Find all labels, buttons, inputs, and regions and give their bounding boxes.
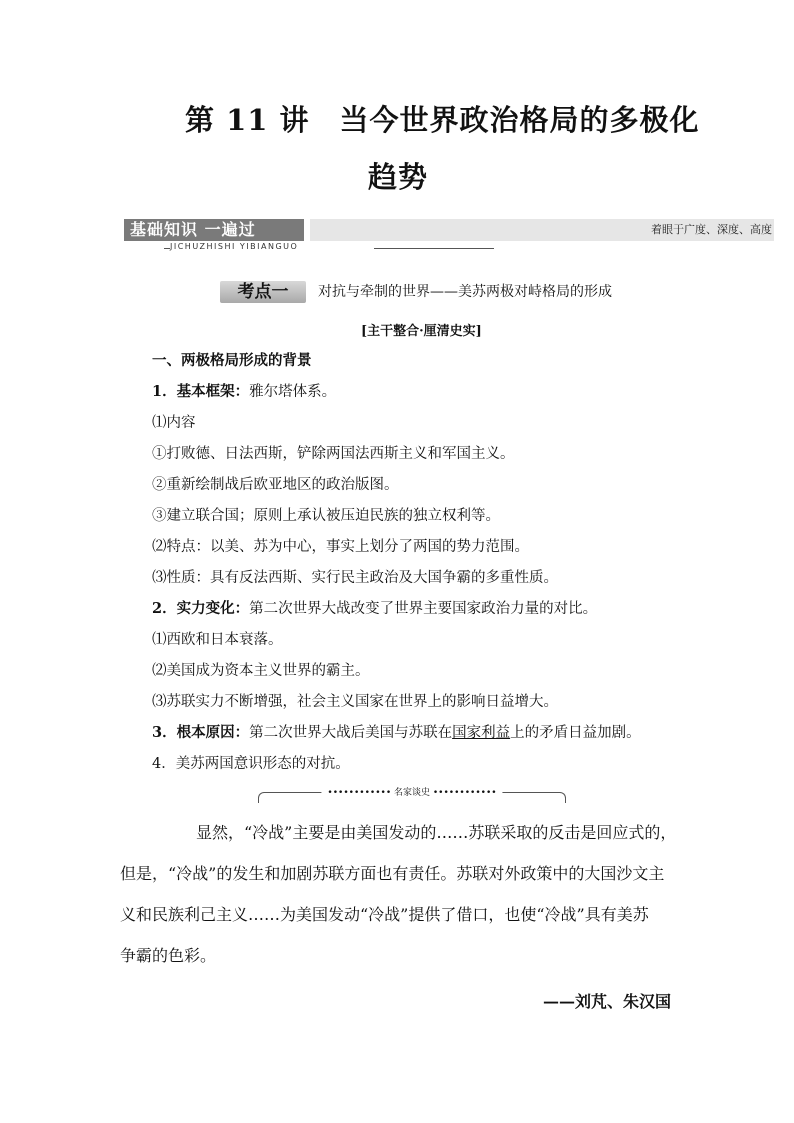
item-1-1a: ①打败德、日法西斯，铲除两国法西斯主义和军国主义。: [152, 446, 515, 462]
item-1-1c: ③建立联合国；原则上承认被压迫民族的独立权利等。: [152, 508, 500, 524]
kaodian-badge: 考点一: [220, 281, 306, 303]
item-3-head: 3．根本原因：: [152, 724, 250, 741]
quote-line-4: 争霸的色彩。: [120, 946, 217, 965]
quote-author: ——刘芃、朱汉国: [543, 992, 672, 1011]
item-2-head: 2．实力变化：: [152, 600, 250, 617]
item-2: [152, 599, 597, 619]
divider-label: •••••••••••• 名家谈史 ••••••••••••: [321, 785, 502, 798]
item-1-body: 雅尔塔体系。: [249, 384, 337, 400]
item-3-post: 上的矛盾日益加剧。: [510, 725, 641, 741]
item-4: 4．美苏两国意识形态的对抗。: [152, 756, 350, 772]
quote-line-1: 显然，“冷战”主要是由美国发动的……苏联采取的反击是回应式的，: [196, 823, 677, 842]
item-2-2: ⑵美国成为资本主义世界的霸主。: [152, 663, 370, 679]
banner-pinyin: JICHUZHISHI YIBIANGUO: [170, 242, 299, 251]
quote-line-2: 但是，“冷战”的发生和加剧苏联方面也有责任。苏联对外政策中的大国沙文主: [120, 864, 665, 883]
lecture-title-line1: 第 11 讲 当今世界政治格局的多极化: [185, 103, 700, 137]
section-banner: [124, 219, 774, 255]
banner-tagline: 着眼于广度、深度、高度: [651, 223, 772, 236]
kaodian-subtitle: [主干整合·厘清史实]: [361, 324, 482, 339]
item-3-pre: 第二次世界大战后美国与苏联在: [249, 725, 453, 741]
item-1-2: ⑵特点：以美、苏为中心，事实上划分了两国的势力范围。: [152, 539, 529, 555]
item-1: [152, 382, 336, 402]
famous-divider: [258, 788, 566, 806]
kaodian-title: 对抗与牵制的世界——美苏两极对峙格局的形成: [318, 284, 612, 300]
item-2-1: ⑴西欧和日本衰落。: [152, 632, 283, 648]
item-3-underlined: 国家利益: [452, 725, 511, 741]
section-heading: 一、两极格局形成的背景: [152, 352, 312, 369]
item-1-head: 1．基本框架：: [152, 383, 250, 400]
banner-rule-right: [374, 248, 494, 249]
item-2-3: ⑶苏联实力不断增强，社会主义国家在世界上的影响日益增大。: [152, 694, 558, 710]
item-2-body: 第二次世界大战改变了世界主要国家政治力量的对比。: [249, 601, 598, 617]
banner-label: 基础知识 一遍过: [124, 219, 304, 241]
lecture-title-line2: 趋势: [368, 160, 429, 194]
item-3: [152, 723, 641, 743]
item-1-1b: ②重新绘制战后欧亚地区的政治版图。: [152, 477, 399, 493]
item-1-1: ⑴内容: [152, 415, 196, 431]
quote-line-3: 义和民族利己主义……为美国发动“冷战”提供了借口，也使“冷战”具有美苏: [120, 905, 649, 924]
item-1-3: ⑶性质：具有反法西斯、实行民主政治及大国争霸的多重性质。: [152, 570, 558, 586]
